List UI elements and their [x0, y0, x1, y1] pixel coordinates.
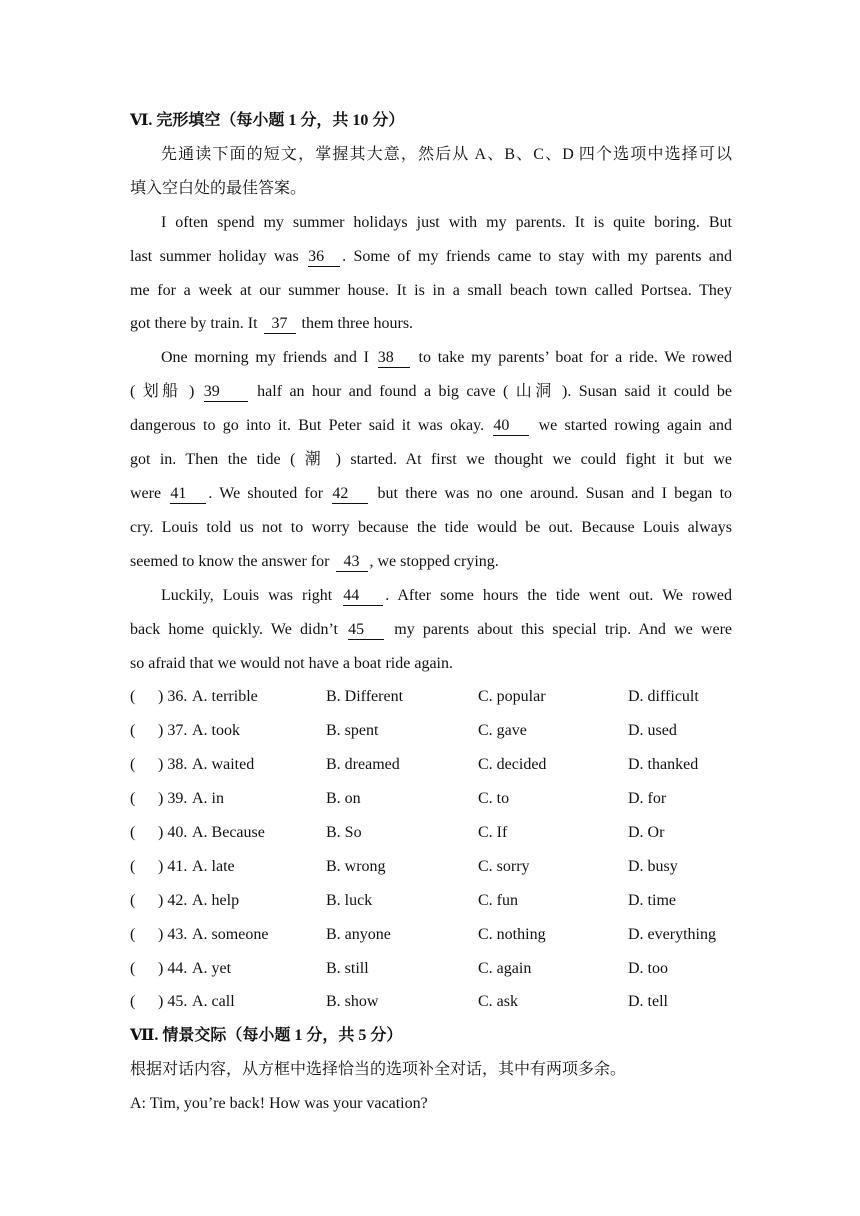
option-c: C. ask [478, 993, 518, 1011]
option-b: B. on [326, 790, 361, 808]
option-d: D. difficult [628, 688, 699, 706]
section-7-instruction: 根据对话内容，从方框中选择恰当的选项补全对话，其中有两项多余。 [130, 1061, 627, 1079]
option-c: C. decided [478, 756, 547, 774]
option-row-39 [130, 782, 732, 816]
answer-paren[interactable]: ( [130, 857, 136, 875]
question-number: ) 41. [158, 857, 188, 875]
passage-line: got in. Then the tide ( 潮 ) started. At first we thought we could fight it but we [130, 451, 732, 469]
option-d: D. time [628, 891, 676, 909]
option-a: A. in [192, 790, 224, 808]
passage-line [130, 545, 732, 579]
passage-line: cry. Louis told us not to worry because the tide would be out. Because Louis always [130, 518, 732, 536]
option-b: B. So [326, 823, 362, 841]
passage-text: my parents about this special trip. And we were [386, 620, 732, 638]
passage-text: ( 划船 ) [130, 383, 202, 401]
blank-42: 42 [332, 485, 368, 504]
blank-41: 41 [170, 485, 206, 504]
passage-text: dangerous to go into it. But Peter said it was okay. [130, 417, 492, 435]
option-d: D. tell [628, 993, 668, 1011]
option-c: C. popular [478, 688, 546, 706]
answer-paren[interactable]: ( [130, 756, 136, 774]
answer-paren[interactable]: ( [130, 790, 136, 808]
blank-45: 45 [348, 621, 384, 640]
option-a: A. someone [192, 925, 269, 943]
blank-39: 39 [204, 383, 248, 402]
passage-text: back home quickly. We didn’t [130, 620, 347, 638]
options-list [130, 680, 732, 1019]
passage-line [130, 409, 732, 443]
passage-text: . We shouted for [208, 484, 331, 502]
option-b: B. anyone [326, 925, 391, 943]
question-number: ) 44. [158, 959, 188, 977]
option-d: D. used [628, 722, 677, 740]
passage-text: but there was no one around. Susan and I began to [370, 484, 733, 502]
question-number: ) 37. [158, 722, 188, 740]
option-row-40 [130, 816, 732, 850]
passage-text: . After some hours the tide went out. We rowed [385, 586, 732, 604]
passage-text: we started rowing again and [531, 417, 732, 435]
exam-page [130, 104, 732, 1121]
option-a: A. Because [192, 823, 265, 841]
answer-paren[interactable]: ( [130, 993, 136, 1011]
answer-paren[interactable]: ( [130, 688, 136, 706]
option-row-44 [130, 952, 732, 986]
passage-text: . Some of my friends came to stay with my parents and [342, 247, 733, 265]
option-c: C. fun [478, 891, 518, 909]
section-6-instruction [130, 138, 732, 172]
option-b: B. still [326, 959, 369, 977]
passage-text: got there by train. It [130, 315, 262, 333]
passage-text: , we stopped crying. [369, 552, 499, 570]
option-c: C. nothing [478, 925, 546, 943]
passage-line [130, 613, 732, 647]
option-b: B. dreamed [326, 756, 400, 774]
answer-paren[interactable]: ( [130, 925, 136, 943]
option-a: A. help [192, 891, 240, 909]
option-a: A. waited [192, 756, 255, 774]
passage-text: to take my parents’ boat for a ride. We rowed [411, 349, 732, 367]
option-c: C. If [478, 823, 508, 841]
option-b: B. Different [326, 688, 404, 706]
option-d: D. busy [628, 857, 678, 875]
blank-36: 36 [308, 248, 340, 267]
blank-38: 38 [378, 349, 410, 368]
option-d: D. thanked [628, 756, 699, 774]
option-d: D. for [628, 790, 667, 808]
option-b: B. luck [326, 891, 373, 909]
passage-line: so afraid that we would not have a boat ride again. [130, 654, 453, 672]
question-number: ) 39. [158, 790, 188, 808]
passage-text: them three hours. [297, 315, 414, 333]
instruction-text: 先通读下面的短文，掌握其大意，然后从 A、B、C、D 四个选项中选择可以 [161, 145, 732, 163]
section-6-heading: Ⅵ. 完形填空（每小题 1 分，共 10 分） [130, 112, 405, 129]
option-b: B. spent [326, 722, 379, 740]
question-number: ) 45. [158, 993, 188, 1011]
blank-44: 44 [343, 587, 383, 606]
dialog-line: A: Tim, you’re back! How was your vacation? [130, 1095, 428, 1113]
answer-paren[interactable]: ( [130, 959, 136, 977]
option-a: A. terrible [192, 688, 258, 706]
section-6-instruction-cont: 填入空白处的最佳答案。 [130, 179, 307, 197]
question-number: ) 40. [158, 823, 188, 841]
option-row-36 [130, 680, 732, 714]
option-row-37 [130, 714, 732, 748]
passage-text: One morning my friends and I [161, 349, 376, 367]
passage-line [130, 240, 732, 274]
option-row-42 [130, 884, 732, 918]
option-a: A. yet [192, 959, 232, 977]
option-d: D. Or [628, 823, 665, 841]
passage-line: me for a week at our summer house. It is in a small beach town called Portsea. They [130, 281, 732, 299]
passage-line: I often spend my summer holidays just with my parents. It is quite boring. But [161, 213, 732, 231]
option-c: C. gave [478, 722, 527, 740]
option-d: D. everything [628, 925, 716, 943]
answer-paren[interactable]: ( [130, 823, 136, 841]
option-b: B. wrong [326, 857, 386, 875]
option-row-38 [130, 748, 732, 782]
question-number: ) 36. [158, 688, 188, 706]
question-number: ) 43. [158, 925, 188, 943]
passage-line [130, 579, 732, 613]
passage-text: half an hour and found a big cave ( 山洞 ). Susan said it could be [249, 383, 732, 401]
blank-43: 43 [336, 553, 368, 572]
passage-line [130, 477, 732, 511]
blank-37: 37 [264, 315, 296, 334]
section-7-heading: Ⅶ. 情景交际（每小题 1 分，共 5 分） [130, 1027, 403, 1045]
option-b: B. show [326, 993, 379, 1011]
answer-paren[interactable]: ( [130, 891, 136, 909]
passage-text: Luckily, Louis was right [161, 586, 342, 604]
option-c: C. to [478, 790, 510, 808]
passage-line [130, 341, 732, 375]
option-a: A. call [192, 993, 235, 1011]
passage-text: were [130, 484, 169, 502]
option-row-45 [130, 985, 732, 1019]
blank-40: 40 [493, 417, 529, 436]
passage-line [130, 375, 732, 409]
passage-line [130, 307, 732, 341]
option-a: A. late [192, 857, 235, 875]
option-row-43 [130, 918, 732, 952]
option-c: C. again [478, 959, 532, 977]
question-number: ) 42. [158, 891, 188, 909]
option-row-41 [130, 850, 732, 884]
option-d: D. too [628, 959, 668, 977]
option-c: C. sorry [478, 857, 530, 875]
option-a: A. took [192, 722, 240, 740]
question-number: ) 38. [158, 756, 188, 774]
passage-text: last summer holiday was [130, 247, 307, 265]
passage-text: seemed to know the answer for [130, 552, 334, 570]
answer-paren[interactable]: ( [130, 722, 136, 740]
